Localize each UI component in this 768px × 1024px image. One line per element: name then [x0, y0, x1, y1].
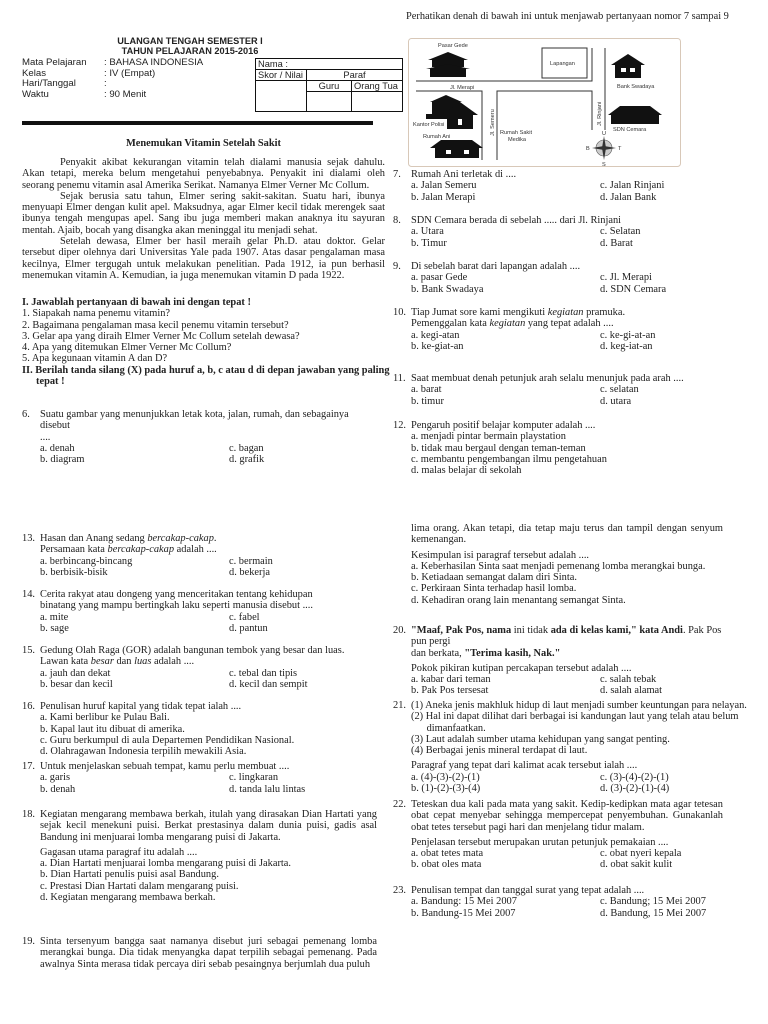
answer-options — [411, 226, 723, 249]
answer-option-b[interactable]: b. tidak mau bergaul dengan teman-teman — [411, 442, 586, 454]
question-stem-line — [40, 589, 377, 600]
question-body — [40, 533, 377, 578]
sentence-item: (1) Aneka jenis makhluk hidup di laut menjadi sumber keuntungan para nelayan. — [411, 700, 747, 711]
sentence-item: (4) Berbagai jenis mineral terdapat di laut. — [411, 745, 588, 757]
stem-text: SDN Cemara berada di sebelah ..... dari Jl. Rinjani — [411, 215, 622, 226]
question-body — [411, 169, 723, 203]
question-8 — [393, 215, 723, 249]
question-row — [22, 701, 377, 757]
info-label: Hari/Tanggal — [22, 78, 76, 90]
sentence-item: (2) Hal ini dapat dilihat dari berbagai isi kandungan laut yang telah atau belum — [411, 711, 739, 723]
stem-text: Tiap Jumat sore kami mengikuti — [411, 307, 548, 318]
answer-option-d[interactable]: d. obat sakit kulit — [600, 859, 673, 871]
question-body — [411, 373, 723, 407]
answer-option-a[interactable]: a. jauh dan dekat — [40, 667, 111, 679]
question-stem-line — [40, 656, 377, 667]
question-body — [40, 701, 377, 757]
question-stem-line — [411, 318, 723, 329]
question-stem-line — [411, 307, 723, 318]
question-number: 14. — [22, 589, 35, 600]
stem-text: Persamaan kata — [40, 544, 108, 556]
question-row — [393, 700, 747, 795]
compass-s: S — [602, 162, 606, 168]
stem-text: Di sebelah barat dari lapangan adalah .... — [411, 261, 581, 272]
question-number: 9. — [393, 261, 401, 272]
question-row — [393, 307, 723, 352]
question-body — [411, 700, 747, 794]
question-number — [393, 523, 411, 606]
label-rumah-ani: Rumah Ani — [423, 134, 451, 140]
question-body — [40, 809, 377, 903]
question-stem-line — [40, 645, 377, 656]
question-number: 17. — [22, 761, 35, 772]
answer-option-c[interactable]: c. Prestasi Dian Hartati dalam mengarang puisi. — [40, 880, 239, 892]
question-row — [22, 589, 377, 634]
answer-option-c[interactable]: c. fabel — [229, 611, 260, 623]
info-value: : 90 Menit — [104, 88, 147, 100]
question-number: 7. — [393, 169, 401, 180]
question-body — [411, 420, 723, 476]
stem-text: Hasan dan Anang sedang — [40, 533, 148, 544]
question-14 — [22, 589, 377, 634]
answer-option-d[interactable]: d. utara — [600, 395, 632, 407]
question-number: 16. — [22, 701, 35, 712]
answer-options — [411, 896, 723, 919]
question-stem-line — [411, 373, 723, 384]
guru-label: Guru — [307, 81, 352, 92]
info-label: Waktu — [22, 88, 49, 100]
essay-question: 2. Bagaimana pengalaman masa kecil penemu vitamin tersebut? — [22, 319, 289, 331]
answer-option-d[interactable]: d. kecil dan sempit — [229, 678, 308, 690]
question-body — [411, 307, 723, 352]
answer-option-a[interactable]: a. (4)-(3)-(2)-(1) — [411, 771, 480, 783]
answer-options — [411, 561, 723, 606]
question-number: 11. — [393, 373, 406, 384]
label-bank-swadaya: Bank Swadaya — [617, 84, 655, 90]
answer-options — [411, 180, 723, 203]
question-body — [411, 885, 723, 919]
question-row — [393, 169, 723, 203]
answer-option-b[interactable]: b. Timur — [411, 237, 447, 249]
question-paragraph: Kegiatan mengarang membawa berkah, itulah yang dirasakan Dian Hartati yang sejak kecil menekuni puisi. Berkat prestasinya dalam dunia puisi, gadis asal Bandung ini menjuarai lomba mengarang puisi di Jakarta. — [40, 809, 377, 843]
answer-option-c[interactable]: c. Bandung; 15 Mei 2007 — [600, 896, 706, 908]
answer-option-d[interactable]: d. pantun — [229, 622, 268, 634]
sentence-item: dimanfaatkan. — [411, 722, 486, 734]
answer-option-b[interactable]: b. obat oles mata — [411, 859, 482, 871]
question-stem-line — [40, 701, 377, 712]
answer-option-b[interactable]: b. besar dan kecil — [40, 678, 113, 690]
answer-option-d[interactable]: d. keg-iat-an — [600, 340, 653, 352]
answer-option-a[interactable]: a. kabar dari teman — [411, 674, 491, 686]
exam-year: TAHUN PELAJARAN 2015-2016 — [121, 46, 259, 56]
answer-option-a[interactable]: a. Kami berlibur ke Pulau Bali. — [40, 712, 170, 724]
answer-option-a[interactable]: a. kegi-atan — [411, 329, 460, 341]
essay-question: 5. Apa kegunaan vitamin A dan D? — [22, 353, 168, 365]
answer-option-c[interactable]: c. membantu pengembangan ilmu pengetahuan — [411, 453, 607, 465]
question-prompt: Penjelasan tersebut merupakan urutan petunjuk pemakaian .... — [411, 836, 669, 848]
answer-option-d[interactable]: d. salah alamat — [600, 685, 663, 697]
question-number: 6. — [22, 409, 30, 420]
answer-option-d[interactable]: d. Kegiatan mengarang membawa berkah. — [40, 892, 216, 904]
stem-bold: "Maaf, Pak Pos, nama — [411, 625, 512, 636]
info-label: Kelas — [22, 67, 46, 79]
orang-tua-label: Orang Tua — [352, 81, 403, 92]
label-pasar-gede: Pasar Gede — [438, 43, 468, 49]
stem-text: adalah .... — [174, 544, 217, 556]
question-prompt: Gagasan utama paragraf itu adalah .... — [40, 846, 198, 858]
exam-info — [22, 58, 203, 100]
question-row — [393, 373, 723, 407]
passage-paragraph: Penyakit akibat kekurangan vitamin telah dialami manusia sejak dahulu. Akan tetapi, mereka belum mengetahui penyebabnya. Penyakit ini dialami oleh seorang penemu vitamin asal Amerika Serikat. Namanya Elmer Verner Mc Collum. — [22, 157, 385, 191]
label-lapangan: Lapangan — [550, 61, 575, 67]
essay-question: 4. Apa yang ditemukan Elmer Verner Mc Collum? — [22, 342, 232, 354]
stem-italic: bercakap-cakap — [107, 544, 175, 556]
paraf-label: Paraf — [307, 70, 403, 81]
answer-option-a[interactable]: a. obat tetes mata — [411, 848, 484, 860]
answer-option-b[interactable]: b. sage — [40, 622, 69, 634]
label-kantor-polisi: Kantor Polisi — [413, 122, 445, 128]
question-body — [40, 589, 377, 634]
question-stem-line — [40, 533, 377, 544]
question-16 — [22, 701, 377, 757]
answer-option-c[interactable]: c. (3)-(4)-(2)-(1) — [600, 771, 669, 783]
question-row — [393, 523, 723, 606]
stem-text: ini tidak — [511, 625, 551, 636]
name-field[interactable]: Nama : — [256, 59, 403, 70]
map-diagram — [408, 38, 682, 168]
stem-text: binatang yang mampu bertingkah laku seperti manusia disebut .... — [40, 600, 313, 612]
question-row — [22, 533, 377, 578]
answer-options — [411, 272, 723, 295]
answer-option-b[interactable]: b. (1)-(2)-(3)-(4) — [411, 783, 481, 795]
score-field[interactable] — [256, 81, 307, 112]
answer-option-a[interactable]: a. Utara — [411, 226, 444, 238]
stem-text: Penulisan tempat dan tanggal surat yang tepat adalah .... — [411, 885, 645, 896]
stem-text: . Pak Pos pun pergi — [411, 625, 722, 648]
house-icon — [430, 140, 483, 158]
exam-title: ULANGAN TENGAH SEMESTER I — [117, 36, 263, 46]
answer-option-d[interactable]: d. Olahragawan Indonesia terpilih mewakili Asia. — [40, 746, 247, 758]
answer-option-c[interactable]: c. Selatan — [600, 226, 641, 238]
section-1-heading: I. Jawablah pertanyaan di bawah ini dengan tepat ! — [22, 297, 251, 308]
question-stem-line — [40, 432, 377, 443]
question-row — [393, 625, 723, 697]
answer-options — [40, 556, 377, 579]
question-body — [40, 936, 377, 970]
stem-text: pramuka. — [583, 307, 626, 318]
question-row — [22, 761, 377, 795]
info-label: Mata Pelajaran — [22, 57, 87, 68]
section-2-heading: II. Berilah tanda silang (X) pada huruf a, b, c atau d di depan jawaban yang paling — [22, 364, 390, 376]
question-paragraph: Sinta tersenyum bangga saat namanya disebut juri sebagai pemenang lomba merangkai bunga. Dia tidak menyangka dapat terpilih sebagai pemenang. Pada awalnya Sinta merasa tidak percaya diri sebab pesaingnya berjumlah dua puluh — [40, 936, 377, 970]
answer-option-d[interactable]: d. SDN Cemara — [600, 283, 667, 295]
stem-italic: besar — [90, 656, 114, 668]
answer-option-c[interactable]: c. lingkaran — [229, 772, 279, 784]
score-label: Skor / Nilai — [256, 70, 307, 81]
question-22 — [393, 799, 723, 871]
answer-option-a[interactable]: a. Bandung: 15 Mei 2007 — [411, 896, 517, 908]
answer-option-d[interactable]: d. Barat — [600, 237, 633, 249]
question-13 — [22, 533, 377, 578]
passage-paragraph: Sejak berusia satu tahun, Elmer sering sakit-sakitan. Suatu hari, ibunya menyuapi Elmer dengan kulit apel. Maksudnya, agar Elmer kecil tidak merengek saat ibunya tengah mengupas apel. Sang ibu juga memberi makan anaknya itu sayuran mentah. Ajaib, bocah yang disangka akan meninggal itu menjadi sehat. — [22, 190, 385, 236]
answer-option-b[interactable]: b. Pak Pos tersesat — [411, 685, 489, 697]
question-18 — [22, 809, 377, 903]
question-stem-line — [411, 885, 723, 896]
answer-option-c[interactable]: c. selatan — [600, 384, 639, 396]
answer-option-d[interactable]: d. tanda lalu lintas — [229, 783, 306, 795]
stem-italic: bercakap-cakap — [147, 533, 214, 544]
question-body — [411, 215, 723, 249]
answer-option-c[interactable]: c. tebal dan tipis — [229, 667, 298, 679]
question-stem-line — [40, 761, 377, 772]
answer-options — [411, 384, 723, 407]
answer-option-b[interactable]: b. berbisik-bisik — [40, 566, 108, 578]
question-stem-line — [40, 409, 377, 432]
question-prompt: Kesimpulan isi paragraf tersebut adalah .... — [411, 549, 590, 561]
stem-text: Pengaruh positif belajar komputer adalah .... — [411, 420, 596, 431]
question-row — [393, 420, 723, 476]
essay-question: 1. Siapakah nama penemu vitamin? — [22, 308, 171, 320]
stem-italic: kegiatan — [547, 307, 584, 318]
answer-option-d[interactable]: d. Jalan Bank — [600, 191, 657, 203]
question-number: 12. — [393, 420, 406, 431]
answer-option-b[interactable]: b. timur — [411, 395, 444, 407]
stem-text: Cerita rakyat atau dongeng yang menceritakan tentang kehidupan — [40, 589, 313, 600]
question-row — [22, 409, 377, 465]
section-2-heading-cont: tepat ! — [36, 376, 65, 388]
answer-options — [40, 612, 377, 635]
question-paragraph-cont: lima orang. Akan tetapi, dia tetap maju terus dan tampil dengan senyum kemenangan. — [411, 523, 723, 546]
answer-option-a[interactable]: a. Dian Hartati menjuarai lomba mengarang puisi di Jakarta. — [40, 858, 292, 870]
question-row — [393, 885, 723, 919]
label-jl-semeru: Jl. Semeru — [490, 109, 496, 136]
question-number: 8. — [393, 215, 401, 226]
label-jl-rinjani: Jl. Rinjani — [597, 101, 603, 126]
answer-option-a[interactable]: a. barat — [411, 384, 442, 396]
answer-option-d[interactable]: d. Bandung, 15 Mei 2007 — [600, 907, 707, 919]
answer-option-c[interactable]: c. obat nyeri kepala — [600, 848, 682, 860]
orang-tua-sign[interactable] — [352, 92, 403, 112]
stem-bold: "Terima kasih, Nak." — [464, 647, 561, 659]
question-number: 13. — [22, 533, 35, 544]
question-row — [393, 799, 723, 871]
stem-text: Untuk menjelaskan sebuah tempat, kamu perlu membuat .... — [40, 761, 290, 772]
answer-option-a[interactable]: a. menjadi pintar bermain playstation — [411, 431, 566, 443]
answer-option-a[interactable]: a. mite — [40, 611, 69, 623]
answer-option-c[interactable]: c. ke-gi-at-an — [600, 329, 656, 341]
question-prompt: Paragraf yang tepat dari kalimat acak tersebut ialah .... — [411, 760, 638, 772]
question-number: 10. — [393, 307, 406, 318]
guru-sign[interactable] — [307, 92, 352, 112]
compass-b: B — [586, 146, 590, 152]
question-stem-line — [411, 169, 723, 180]
stem-text: dan — [113, 656, 135, 668]
question-17 — [22, 761, 377, 795]
question-row — [22, 645, 377, 690]
answer-option-b[interactable]: b. ke-giat-an — [411, 340, 464, 352]
answer-option-c[interactable]: c. bagan — [229, 442, 264, 454]
stem-italic: kegiatan — [489, 318, 526, 330]
question-body — [411, 523, 723, 606]
stem-text: . — [213, 533, 217, 544]
answer-options — [40, 443, 377, 466]
answer-options — [40, 772, 377, 795]
label-rumah-sakit: Rumah Sakit — [500, 130, 533, 136]
question-10 — [393, 307, 723, 352]
passage-title: Menemukan Vitamin Setelah Sakit — [125, 138, 281, 149]
question-row — [22, 809, 377, 903]
answer-option-b[interactable]: b. Bandung-15 Mei 2007 — [411, 907, 516, 919]
answer-option-d[interactable]: d. grafik — [229, 454, 265, 466]
stem-text: dan berkata, — [411, 647, 465, 659]
answer-option-d[interactable]: d. (3)-(2)-(1)-(4) — [600, 783, 670, 795]
sentence-item: (3) Laut adalah sumber utama kehidupan yang sangat penting. — [411, 733, 670, 745]
header-divider — [22, 121, 373, 125]
answer-options — [411, 431, 723, 476]
score-box — [255, 58, 403, 112]
answer-option-a[interactable]: a. Keberhasilan Sinta saat menjadi pemenang lomba merangkai bunga. — [411, 560, 706, 572]
label-jl-merapi: Jl. Merapi — [450, 85, 475, 91]
map-intro: Perhatikan denah di bawah ini untuk menjawab pertanyaan nomor 7 sampai 9 — [406, 11, 729, 22]
stem-text: adalah .... — [151, 656, 195, 668]
question-19 — [393, 523, 723, 606]
stem-text: Gedung Olah Raga (GOR) adalah bangunan tembok yang besar dan luas. — [40, 645, 345, 656]
answer-option-a[interactable]: a. Jalan Semeru — [411, 180, 477, 192]
question-body — [411, 625, 723, 697]
info-value: : IV (Empat) — [104, 67, 156, 79]
question-body — [40, 409, 377, 465]
stem-text: Rumah Ani terletak di .... — [411, 169, 517, 180]
answer-option-a[interactable]: a. pasar Gede — [411, 272, 468, 284]
question-9 — [393, 261, 723, 295]
stem-text: yang tepat adalah .... — [525, 318, 614, 330]
question-number: 21. — [393, 700, 406, 711]
answer-options — [40, 668, 377, 691]
question-stem-line — [411, 215, 723, 226]
question-stem-line — [411, 625, 723, 648]
question-number: 15. — [22, 645, 35, 656]
answer-option-b[interactable]: b. denah — [40, 783, 76, 795]
answer-options — [40, 858, 377, 903]
question-body — [40, 645, 377, 690]
stem-text: Suatu gambar yang menunjukkan letak kota, jalan, rumah, dan sebagainya disebut — [40, 409, 349, 432]
answer-option-d[interactable]: d. bekerja — [229, 566, 270, 578]
answer-option-b[interactable]: b. Jalan Merapi — [411, 191, 476, 203]
answer-option-c[interactable]: c. Perkiraan Sinta terhadap hasil lomba. — [411, 583, 577, 595]
stem-text: Saat membuat denah petunjuk arah selalu menunjuk pada arah .... — [411, 373, 684, 384]
question-15 — [22, 645, 377, 690]
answer-option-b[interactable]: b. Bank Swadaya — [411, 283, 484, 295]
question-number: 22. — [393, 799, 406, 810]
question-23 — [393, 885, 723, 919]
question-stem-line — [411, 648, 723, 659]
answer-options — [411, 848, 723, 871]
stem-text: Pemenggalan kata — [411, 318, 490, 330]
question-number: 20. — [393, 625, 406, 636]
answer-option-a[interactable]: a. garis — [40, 772, 71, 784]
question-row — [393, 215, 723, 249]
stem-text: Penulisan huruf kapital yang tidak tepat ialah .... — [40, 701, 242, 712]
question-7 — [393, 169, 723, 203]
answer-option-c[interactable]: c. Jalan Rinjani — [600, 180, 665, 192]
answer-option-a[interactable]: a. denah — [40, 442, 75, 454]
essay-question: 3. Gelar apa yang diraih Elmer Verner Mc Collum setelah dewasa? — [22, 330, 300, 342]
answer-option-b[interactable]: b. Ketiadaan semangat dalam diri Sinta. — [411, 572, 577, 584]
compass-u: U — [602, 131, 607, 137]
question-body — [411, 799, 723, 871]
question-21 — [393, 700, 747, 795]
answer-option-c[interactable]: c. bermain — [229, 555, 273, 567]
answer-option-d[interactable]: d. Kehadiran orang lain menantang semangat Sinta. — [411, 594, 626, 606]
info-value: : — [104, 78, 107, 90]
section-1 — [22, 297, 392, 387]
answer-option-b[interactable]: b. Kapal laut itu dibuat di amerika. — [40, 723, 185, 735]
answer-options — [40, 712, 377, 757]
label-sdn-cemara: SDN Cemara — [613, 127, 647, 133]
passage-paragraph: Setelah dewasa, Elmer ber hasil meraih gelar Ph.D. atau doktor. Gelar tersebut diper olehnya dari Universitas Yale pada 1907. Atas dasar pengalaman masa kecilnya, Elmer tergugah untuk melakukan penelitian. Pada 1912, ia pun berhasil menemukan vitamin A. Kemudian, ia juga menemukan vitamin D pada 1922. — [22, 236, 385, 281]
answer-options — [411, 330, 723, 353]
answer-option-b[interactable]: b. diagram — [40, 454, 85, 466]
question-row — [22, 936, 377, 970]
info-value: : BAHASA INDONESIA — [104, 57, 204, 68]
question-stem-line — [411, 420, 723, 431]
question-stem-line — [411, 261, 723, 272]
label-medika: Medika — [508, 137, 527, 143]
question-number: 19. — [22, 936, 35, 947]
question-20 — [393, 625, 723, 697]
stem-italic: luas — [134, 656, 152, 668]
answer-options — [411, 674, 723, 697]
answer-option-d[interactable]: d. malas belajar di sekolah — [411, 465, 522, 477]
answer-option-c[interactable]: c. salah tebak — [600, 674, 657, 686]
question-number: 18. — [22, 809, 35, 820]
question-row — [393, 261, 723, 295]
compass-t: T — [618, 146, 622, 152]
question-12 — [393, 420, 723, 476]
question-prompt: Pokok pikiran kutipan percakapan tersebut adalah .... — [411, 662, 632, 674]
question-paragraph: Teteskan dua kali pada mata yang sakit. Kedip-kedipkan mata agar tetesan obat cepat menyebar sehingga mempercepat penyembuhan. Gunakanlah obat tetes tersebut pagi hari dan menjelang tidur malam. — [411, 799, 723, 833]
answer-option-a[interactable]: a. berbincang-bincang — [40, 555, 133, 567]
answer-options — [411, 772, 747, 795]
stem-bold: ada di kelas kami," kata Andi — [550, 625, 683, 636]
question-11 — [393, 373, 723, 407]
answer-option-c[interactable]: c. Guru berkumpul di aula Departemen Pendidikan Nasional. — [40, 734, 295, 746]
question-stem-line — [40, 544, 377, 555]
answer-option-c[interactable]: c. Jl. Merapi — [600, 272, 652, 284]
stem-text: Lawan kata — [40, 656, 91, 668]
answer-option-b[interactable]: b. Dian Hartati penulis puisi asal Bandung. — [40, 869, 219, 881]
stem-text: .... — [40, 431, 51, 443]
question-19 — [22, 936, 377, 970]
question-6 — [22, 409, 377, 465]
question-body — [40, 761, 377, 795]
question-number: 23. — [393, 885, 406, 896]
question-body — [411, 261, 723, 295]
passage — [22, 157, 385, 281]
question-stem-line — [40, 600, 377, 611]
